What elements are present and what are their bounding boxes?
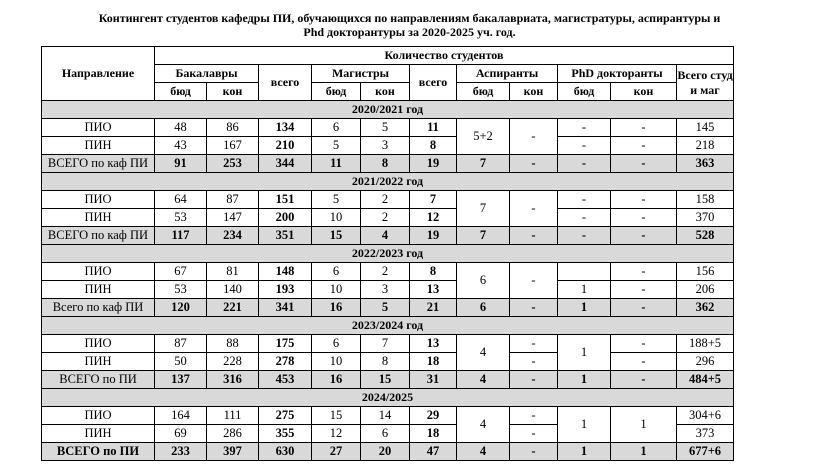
cell: 200 bbox=[259, 209, 312, 227]
cell: 233 bbox=[155, 443, 207, 461]
cell: 3 bbox=[361, 281, 410, 299]
cell: - bbox=[558, 191, 611, 209]
cell: - bbox=[611, 137, 677, 155]
cell: 2 bbox=[361, 209, 410, 227]
row-name: ПИН bbox=[42, 137, 155, 155]
cell: 134 bbox=[259, 119, 312, 137]
cell: - bbox=[558, 155, 611, 173]
cell: 7 bbox=[457, 227, 510, 245]
cell: 355 bbox=[259, 425, 312, 443]
cell: 21 bbox=[410, 299, 457, 317]
cell: 64 bbox=[155, 191, 207, 209]
students-count-header: Количество студентов bbox=[155, 47, 734, 65]
cell: 43 bbox=[155, 137, 207, 155]
cell: 193 bbox=[259, 281, 312, 299]
cell: - bbox=[611, 227, 677, 245]
aspirants-header: Аспиранты bbox=[457, 65, 558, 83]
cell: - bbox=[611, 263, 677, 281]
cell: 87 bbox=[207, 191, 259, 209]
cell: - bbox=[510, 263, 558, 299]
cell: 4 bbox=[361, 227, 410, 245]
cell: 67 bbox=[155, 263, 207, 281]
bachelors-total-header: всего bbox=[259, 65, 312, 101]
year-label: 2022/2023 год bbox=[42, 245, 734, 263]
cell: - bbox=[510, 443, 558, 461]
cell: 147 bbox=[207, 209, 259, 227]
cell: - bbox=[611, 281, 677, 299]
cell: 373 bbox=[677, 425, 734, 443]
cell: 47 bbox=[410, 443, 457, 461]
cell: 5 bbox=[361, 119, 410, 137]
table-row bbox=[42, 137, 734, 155]
cell: 12 bbox=[312, 425, 361, 443]
bachelors-header: Бакалавры bbox=[155, 65, 259, 83]
table-row bbox=[42, 191, 734, 209]
cell: 218 bbox=[677, 137, 734, 155]
cell: 50 bbox=[155, 353, 207, 371]
masters-total-header: всего bbox=[410, 65, 457, 101]
cell: 286 bbox=[207, 425, 259, 443]
cell: 145 bbox=[677, 119, 734, 137]
header-row-1 bbox=[42, 47, 734, 65]
row-name: ПИН bbox=[42, 209, 155, 227]
cell: 1 bbox=[558, 443, 611, 461]
cell: 296 bbox=[677, 353, 734, 371]
table-row bbox=[42, 119, 734, 137]
cell: 1 bbox=[558, 371, 611, 389]
cell: 120 bbox=[155, 299, 207, 317]
cell: 18 bbox=[410, 353, 457, 371]
cell: 8 bbox=[361, 353, 410, 371]
cell: 6 bbox=[361, 425, 410, 443]
cell: 1 bbox=[611, 443, 677, 461]
row-name: ПИО bbox=[42, 335, 155, 353]
cell: 20 bbox=[361, 443, 410, 461]
cell: 4 bbox=[457, 407, 510, 443]
row-name: ВСЕГО по ПИ bbox=[42, 443, 155, 461]
cell: 6 bbox=[312, 119, 361, 137]
cell: - bbox=[510, 425, 558, 443]
cell: 275 bbox=[259, 407, 312, 425]
cell: 117 bbox=[155, 227, 207, 245]
cell: 137 bbox=[155, 371, 207, 389]
bachelors-contract-header: кон bbox=[207, 83, 259, 101]
cell: 6 bbox=[312, 335, 361, 353]
cell: - bbox=[611, 299, 677, 317]
cell: - bbox=[510, 227, 558, 245]
cell: - bbox=[510, 155, 558, 173]
cell: - bbox=[611, 191, 677, 209]
year-row bbox=[42, 389, 734, 407]
cell: - bbox=[611, 353, 677, 371]
table-row bbox=[42, 281, 734, 299]
cell: 48 bbox=[155, 119, 207, 137]
cell bbox=[558, 263, 611, 281]
cell: 175 bbox=[259, 335, 312, 353]
cell: 8 bbox=[410, 137, 457, 155]
cell: 10 bbox=[312, 281, 361, 299]
table-row bbox=[42, 263, 734, 281]
cell: 221 bbox=[207, 299, 259, 317]
cell: 7 bbox=[361, 335, 410, 353]
cell: 6 bbox=[312, 263, 361, 281]
cell: 53 bbox=[155, 209, 207, 227]
cell: 151 bbox=[259, 191, 312, 209]
title-line-1: Контингент студентов кафедры ПИ, обучающихся по направлениям бакалавриата, магистратуры, аспирантуры и bbox=[98, 11, 721, 25]
cell: - bbox=[510, 407, 558, 425]
year-label: 2020/2021 год bbox=[42, 101, 734, 119]
cell: 8 bbox=[361, 155, 410, 173]
cell: 15 bbox=[312, 407, 361, 425]
cell: 630 bbox=[259, 443, 312, 461]
total-row bbox=[42, 155, 734, 173]
cell: 10 bbox=[312, 353, 361, 371]
row-name: ВСЕГО по каф ПИ bbox=[42, 155, 155, 173]
cell: - bbox=[510, 335, 558, 353]
row-name: ВСЕГО по каф ПИ bbox=[42, 227, 155, 245]
total-all-header: Всего студ и маг bbox=[677, 65, 734, 101]
cell: 11 bbox=[410, 119, 457, 137]
cell: 140 bbox=[207, 281, 259, 299]
cell: 69 bbox=[155, 425, 207, 443]
table-row bbox=[42, 209, 734, 227]
cell: 158 bbox=[677, 191, 734, 209]
cell: 362 bbox=[677, 299, 734, 317]
cell: 15 bbox=[361, 371, 410, 389]
row-name: ПИО bbox=[42, 119, 155, 137]
cell: - bbox=[611, 155, 677, 173]
cell: 234 bbox=[207, 227, 259, 245]
cell: 31 bbox=[410, 371, 457, 389]
bachelors-budget-header: бюд bbox=[155, 83, 207, 101]
cell: 4 bbox=[457, 335, 510, 371]
cell: 15 bbox=[312, 227, 361, 245]
cell: 148 bbox=[259, 263, 312, 281]
cell: 7 bbox=[410, 191, 457, 209]
cell: 397 bbox=[207, 443, 259, 461]
cell: 528 bbox=[677, 227, 734, 245]
cell: - bbox=[611, 209, 677, 227]
aspirants-budget-header: бюд bbox=[457, 83, 510, 101]
cell: 363 bbox=[677, 155, 734, 173]
cell: 53 bbox=[155, 281, 207, 299]
cell: 11 bbox=[312, 155, 361, 173]
cell: - bbox=[510, 299, 558, 317]
cell: 304+6 bbox=[677, 407, 734, 425]
cell: 4 bbox=[457, 443, 510, 461]
cell: - bbox=[510, 371, 558, 389]
cell: 13 bbox=[410, 281, 457, 299]
row-name: ПИО bbox=[42, 263, 155, 281]
cell: - bbox=[558, 209, 611, 227]
cell: - bbox=[558, 137, 611, 155]
table-row bbox=[42, 335, 734, 353]
page-title bbox=[0, 11, 819, 39]
cell: 91 bbox=[155, 155, 207, 173]
cell: 1 bbox=[558, 299, 611, 317]
year-label: 2023/2024 год bbox=[42, 317, 734, 335]
cell: 5+2 bbox=[457, 119, 510, 155]
cell: 88 bbox=[207, 335, 259, 353]
students-table bbox=[41, 46, 734, 461]
cell: 484+5 bbox=[677, 371, 734, 389]
year-row bbox=[42, 173, 734, 191]
cell: 278 bbox=[259, 353, 312, 371]
cell: 677+6 bbox=[677, 443, 734, 461]
cell: 29 bbox=[410, 407, 457, 425]
cell: - bbox=[510, 119, 558, 155]
cell: 16 bbox=[312, 299, 361, 317]
cell: 5 bbox=[312, 191, 361, 209]
cell: 156 bbox=[677, 263, 734, 281]
year-row bbox=[42, 245, 734, 263]
row-name: Всего по каф ПИ bbox=[42, 299, 155, 317]
row-name: ПИН bbox=[42, 353, 155, 371]
cell: 228 bbox=[207, 353, 259, 371]
year-label: 2021/2022 год bbox=[42, 173, 734, 191]
cell: 14 bbox=[361, 407, 410, 425]
year-label: 2024/2025 bbox=[42, 389, 734, 407]
phd-header: PhD докторанты bbox=[558, 65, 677, 83]
total-row bbox=[42, 443, 734, 461]
direction-header: Направление bbox=[42, 47, 155, 101]
cell: 341 bbox=[259, 299, 312, 317]
cell: 316 bbox=[207, 371, 259, 389]
cell: 370 bbox=[677, 209, 734, 227]
cell: 1 bbox=[558, 407, 611, 443]
row-name: ПИН bbox=[42, 425, 155, 443]
cell: 3 bbox=[361, 137, 410, 155]
cell: 188+5 bbox=[677, 335, 734, 353]
phd-budget-header: бюд bbox=[558, 83, 611, 101]
cell: 1 bbox=[558, 335, 611, 371]
cell: 10 bbox=[312, 209, 361, 227]
cell: 86 bbox=[207, 119, 259, 137]
cell: 453 bbox=[259, 371, 312, 389]
cell: 13 bbox=[410, 335, 457, 353]
masters-budget-header: бюд bbox=[312, 83, 361, 101]
cell: 1 bbox=[558, 281, 611, 299]
cell: - bbox=[611, 119, 677, 137]
cell: 7 bbox=[457, 191, 510, 227]
cell: 167 bbox=[207, 137, 259, 155]
row-name: ПИО bbox=[42, 191, 155, 209]
aspirants-contract-header: кон bbox=[510, 83, 558, 101]
cell: 16 bbox=[312, 371, 361, 389]
cell: 8 bbox=[410, 263, 457, 281]
total-row bbox=[42, 227, 734, 245]
year-row bbox=[42, 317, 734, 335]
cell: 5 bbox=[361, 299, 410, 317]
cell: 164 bbox=[155, 407, 207, 425]
cell: - bbox=[510, 191, 558, 227]
row-name: ПИН bbox=[42, 281, 155, 299]
year-row bbox=[42, 101, 734, 119]
cell: 111 bbox=[207, 407, 259, 425]
cell: - bbox=[558, 227, 611, 245]
cell: 253 bbox=[207, 155, 259, 173]
cell: 2 bbox=[361, 191, 410, 209]
cell: 5 bbox=[312, 137, 361, 155]
total-row bbox=[42, 299, 734, 317]
row-name: ПИО bbox=[42, 407, 155, 425]
cell: 19 bbox=[410, 227, 457, 245]
cell: 4 bbox=[457, 371, 510, 389]
total-row bbox=[42, 371, 734, 389]
cell: 2 bbox=[361, 263, 410, 281]
cell: 18 bbox=[410, 425, 457, 443]
cell: - bbox=[611, 335, 677, 353]
cell: - bbox=[611, 371, 677, 389]
cell: 6 bbox=[457, 263, 510, 299]
cell: 210 bbox=[259, 137, 312, 155]
cell: 81 bbox=[207, 263, 259, 281]
row-name: ВСЕГО по ПИ bbox=[42, 371, 155, 389]
cell: - bbox=[558, 119, 611, 137]
title-line-2: Phd докторантуры за 2020-2025 уч. год. bbox=[303, 25, 516, 39]
cell: 87 bbox=[155, 335, 207, 353]
cell: 19 bbox=[410, 155, 457, 173]
cell: 344 bbox=[259, 155, 312, 173]
masters-contract-header: кон bbox=[361, 83, 410, 101]
cell: 351 bbox=[259, 227, 312, 245]
cell: 27 bbox=[312, 443, 361, 461]
cell: 7 bbox=[457, 155, 510, 173]
table-row bbox=[42, 407, 734, 425]
cell: 12 bbox=[410, 209, 457, 227]
cell: 6 bbox=[457, 299, 510, 317]
cell: - bbox=[510, 353, 558, 371]
cell: 206 bbox=[677, 281, 734, 299]
table-row bbox=[42, 353, 734, 371]
cell: 1 bbox=[611, 407, 677, 443]
masters-header: Магистры bbox=[312, 65, 410, 83]
phd-contract-header: кон bbox=[611, 83, 677, 101]
